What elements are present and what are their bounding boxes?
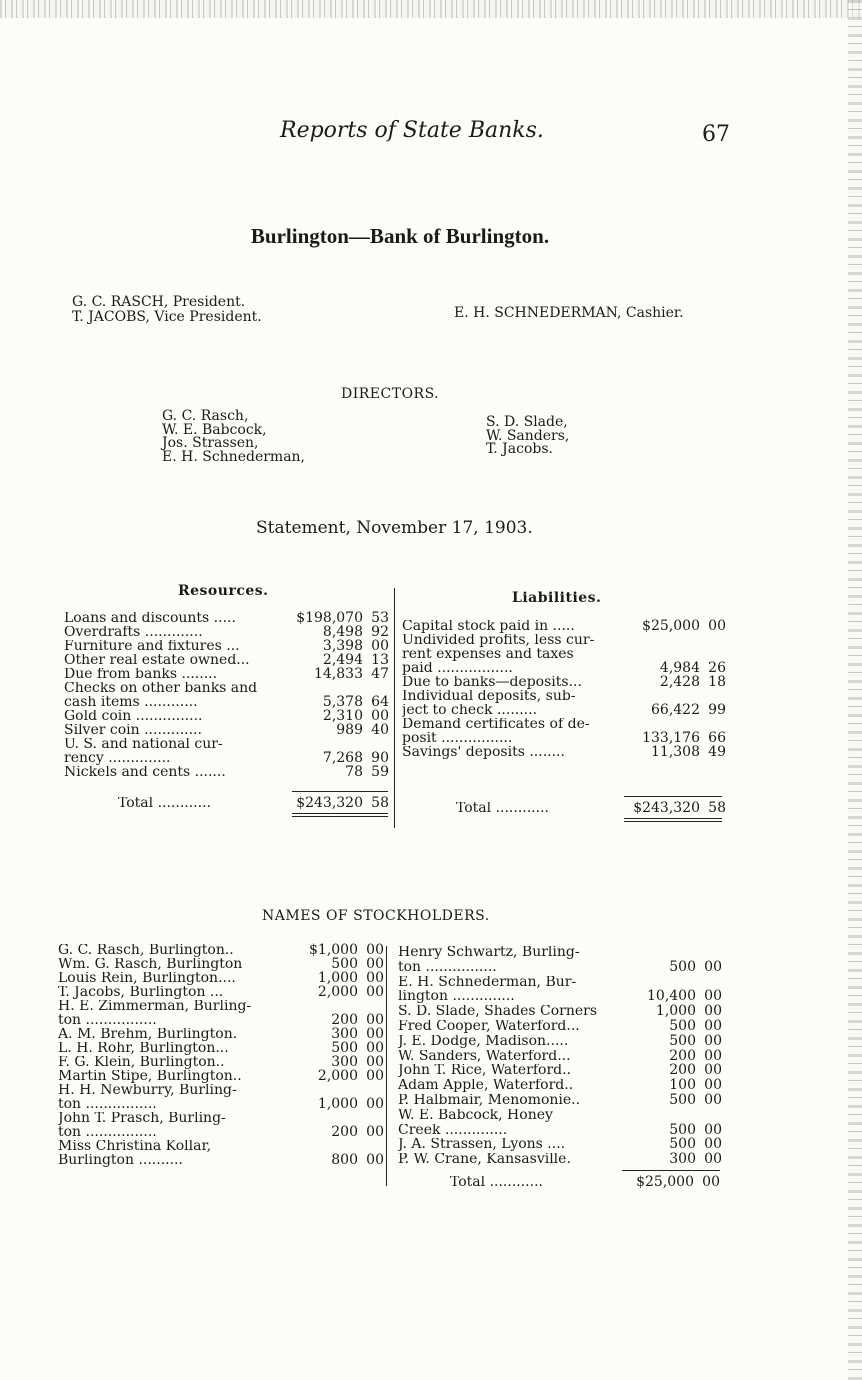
row-label: Adam Apple, Waterford.. xyxy=(398,1079,574,1093)
amount-cents: 53 xyxy=(371,610,389,626)
row-amount xyxy=(284,1126,384,1140)
resource-row xyxy=(64,766,389,780)
amount-dollars: 2,310 xyxy=(322,708,363,724)
row-label: Checks on other banks and xyxy=(64,682,258,696)
row-label: Other real estate owned... xyxy=(64,654,250,668)
row-label: H. E. Zimmerman, Burling- xyxy=(58,1000,252,1014)
directors-left-list xyxy=(162,410,305,464)
amount-dollars: 300 xyxy=(331,1026,358,1042)
directors-right-list xyxy=(486,416,569,457)
amount-dollars: 66,422 xyxy=(651,702,700,718)
amount-dollars: 2,000 xyxy=(317,984,358,1000)
amount-cents: 99 xyxy=(708,702,726,718)
liabilities-heading: Liabilities. xyxy=(512,590,602,606)
row-label: A. M. Brehm, Burlington. xyxy=(58,1028,238,1042)
row-label: Loans and discounts ..... xyxy=(64,612,236,626)
amount-dollars: 14,833 xyxy=(314,666,363,682)
amount-cents: 00 xyxy=(366,1040,384,1056)
row-amount xyxy=(612,1153,722,1167)
row-label: Burlington .......... xyxy=(58,1154,183,1168)
amount-cents: 00 xyxy=(366,984,384,1000)
row-label: W. E. Babcock, Honey xyxy=(398,1108,553,1123)
amount-dollars: $243,320 xyxy=(296,795,363,811)
row-label: ject to check ......... xyxy=(402,704,538,718)
row-label: John T. Prasch, Burling- xyxy=(58,1112,226,1126)
amount-dollars: 2,000 xyxy=(317,1068,358,1084)
liability-row xyxy=(402,634,726,648)
amount-dollars: 78 xyxy=(345,764,363,780)
row-label: G. C. Rasch, Burlington.. xyxy=(58,944,234,958)
row-label: P. Halbmair, Menomonie.. xyxy=(398,1094,581,1108)
row-label: Total ............ xyxy=(456,802,549,816)
amount-cents: 00 xyxy=(366,1054,384,1070)
amount-cents: 00 xyxy=(371,708,389,724)
stockholder-row xyxy=(398,958,722,976)
row-label: Capital stock paid in ..... xyxy=(402,620,575,634)
amount-dollars: 500 xyxy=(669,1092,696,1108)
row-amount xyxy=(610,1176,720,1190)
amount-cents: 66 xyxy=(708,730,726,746)
amount-cents: 00 xyxy=(366,970,384,986)
amount-cents: 26 xyxy=(708,660,726,676)
row-amount xyxy=(616,676,726,690)
row-label: J. A. Strassen, Lyons .... xyxy=(398,1138,566,1152)
row-amount xyxy=(612,1121,722,1138)
amount-cents: 00 xyxy=(704,1077,722,1094)
row-label: Savings' deposits ........ xyxy=(402,746,565,760)
amount-dollars: 3,398 xyxy=(322,638,363,654)
amount-dollars: 989 xyxy=(336,722,363,738)
amount-cents: 00 xyxy=(366,1096,384,1112)
amount-dollars: 200 xyxy=(331,1012,358,1028)
row-label: L. H. Rohr, Burlington... xyxy=(58,1042,229,1056)
amount-cents: 00 xyxy=(708,618,726,634)
resource-row xyxy=(64,724,389,738)
amount-cents: 58 xyxy=(708,800,726,816)
row-label: Louis Rein, Burlington.... xyxy=(58,972,236,986)
amount-cents: 00 xyxy=(704,1136,722,1153)
amount-dollars: 11,308 xyxy=(651,744,700,760)
stockholder-row xyxy=(58,1070,384,1084)
row-label: Furniture and fixtures ... xyxy=(64,640,240,654)
row-label: F. G. Klein, Burlington.. xyxy=(58,1056,225,1070)
row-amount xyxy=(612,958,722,975)
row-amount xyxy=(616,746,726,760)
row-label: Creek .............. xyxy=(398,1123,508,1138)
stockholder-row xyxy=(58,1098,384,1112)
row-amount xyxy=(284,1070,384,1084)
amount-cents: 18 xyxy=(708,674,726,690)
total-row xyxy=(456,802,726,816)
amount-dollars: 500 xyxy=(669,1121,696,1138)
amount-cents: 00 xyxy=(366,1068,384,1084)
row-amount xyxy=(616,704,726,718)
resource-row xyxy=(64,752,389,766)
row-label: T. Jacobs, Burlington ... xyxy=(58,986,224,1000)
amount-dollars: 200 xyxy=(331,1124,358,1140)
amount-dollars: 2,428 xyxy=(659,674,700,690)
amount-dollars: $243,320 xyxy=(633,800,700,816)
total-double-rule xyxy=(624,821,722,822)
amount-cents: 90 xyxy=(371,750,389,766)
row-amount xyxy=(269,724,389,738)
amount-cents: 49 xyxy=(708,744,726,760)
amount-cents: 00 xyxy=(704,1092,722,1108)
amount-dollars: 7,268 xyxy=(322,750,363,766)
amount-cents: 00 xyxy=(366,956,384,972)
amount-dollars: 500 xyxy=(669,1032,696,1049)
row-label: lington .............. xyxy=(398,990,515,1004)
amount-dollars: 4,984 xyxy=(659,660,700,676)
row-label: Due from banks ........ xyxy=(64,668,218,682)
amount-dollars: 800 xyxy=(331,1152,358,1168)
total-double-rule xyxy=(292,813,388,814)
row-label: Undivided profits, less cur- xyxy=(402,634,595,648)
row-label: Due to banks—deposits... xyxy=(402,676,582,690)
officer-cashier: E. H. SCHNEDERMAN, Cashier. xyxy=(454,305,684,321)
row-label: ton ................ xyxy=(58,1014,157,1028)
row-amount xyxy=(284,986,384,1000)
amount-cents: 00 xyxy=(366,1012,384,1028)
resources-heading: Resources. xyxy=(178,583,269,599)
row-label: U. S. and national cur- xyxy=(64,738,223,752)
row-label: H. H. Newburry, Burling- xyxy=(58,1084,237,1098)
row-amount xyxy=(269,668,389,682)
row-label: paid ................. xyxy=(402,662,513,676)
amount-dollars: 10,400 xyxy=(647,988,696,1005)
director-name: T. Jacobs. xyxy=(486,441,554,457)
amount-cents: 00 xyxy=(366,1124,384,1140)
bank-title: Burlington—Bank of Burlington. xyxy=(250,224,550,248)
row-amount xyxy=(612,1032,722,1049)
statement-title: Statement, November 17, 1903. xyxy=(256,518,533,538)
row-label: ton ................ xyxy=(58,1098,157,1112)
scan-edge-right xyxy=(848,0,862,1380)
amount-dollars: 1,000 xyxy=(655,1003,696,1020)
amount-cents: 00 xyxy=(704,1151,722,1168)
row-amount xyxy=(612,1020,722,1034)
row-label: E. H. Schnederman, Bur- xyxy=(398,975,577,990)
row-amount xyxy=(284,1154,384,1168)
row-label: John T. Rice, Waterford.. xyxy=(398,1064,572,1078)
row-label: Fred Cooper, Waterford... xyxy=(398,1020,580,1034)
stockholder-row xyxy=(58,1154,384,1168)
amount-dollars: 300 xyxy=(669,1151,696,1168)
row-amount xyxy=(284,1098,384,1112)
amount-cents: 00 xyxy=(704,1018,722,1034)
amount-cents: 00 xyxy=(366,1026,384,1042)
stockholders-heading: NAMES OF STOCKHOLDERS. xyxy=(262,908,490,924)
row-label: P. W. Crane, Kansasville. xyxy=(398,1153,571,1167)
row-label: Demand certificates of de- xyxy=(402,718,590,732)
stockholder-row xyxy=(398,1094,722,1109)
row-label: S. D. Slade, Shades Corners xyxy=(398,1005,598,1019)
director-name: E. H. Schnederman, xyxy=(162,448,306,465)
amount-dollars: 500 xyxy=(669,1018,696,1034)
director-name: S. D. Slade, xyxy=(486,414,568,430)
amount-dollars: 133,176 xyxy=(642,730,700,746)
amount-cents: 00 xyxy=(704,1003,722,1020)
amount-dollars: 1,000 xyxy=(317,970,358,986)
row-label: Individual deposits, sub- xyxy=(402,690,576,704)
amount-cents: 13 xyxy=(371,652,389,668)
row-label: Overdrafts ............. xyxy=(64,626,203,640)
row-label: Total ............ xyxy=(450,1176,543,1190)
row-label: Gold coin ............... xyxy=(64,710,203,724)
amount-dollars: 300 xyxy=(331,1054,358,1070)
amount-dollars: 200 xyxy=(669,1047,696,1064)
amount-dollars: 200 xyxy=(669,1062,696,1079)
row-label: Silver coin ............. xyxy=(64,724,202,738)
liability-row xyxy=(402,704,726,718)
amount-cents: 00 xyxy=(702,1174,720,1190)
stockholder-row xyxy=(58,986,384,1000)
amount-dollars: 100 xyxy=(669,1077,696,1094)
amount-cents: 00 xyxy=(371,638,389,654)
row-label: posit ................ xyxy=(402,732,513,746)
row-label: Miss Christina Kollar, xyxy=(58,1140,212,1154)
officer-vice-president: T. JACOBS, Vice President. xyxy=(72,309,262,325)
row-amount xyxy=(616,620,726,634)
amount-cents: 47 xyxy=(371,666,389,682)
stockholder-row xyxy=(58,1126,384,1140)
statement-column-divider xyxy=(394,588,395,828)
amount-cents: 59 xyxy=(371,764,389,780)
amount-dollars: $25,000 xyxy=(642,618,700,634)
amount-cents: 00 xyxy=(704,1032,722,1049)
row-label: rency .............. xyxy=(64,752,171,766)
officers-left xyxy=(72,295,262,325)
amount-dollars: 1,000 xyxy=(317,1096,358,1112)
row-label: Total ............ xyxy=(118,797,211,811)
amount-cents: 40 xyxy=(371,722,389,738)
amount-dollars: 500 xyxy=(669,958,696,975)
amount-dollars: 500 xyxy=(669,1136,696,1153)
amount-dollars: 2,494 xyxy=(322,652,363,668)
amount-dollars: 8,498 xyxy=(322,624,363,640)
row-amount xyxy=(612,1064,722,1078)
directors-heading: DIRECTORS. xyxy=(341,386,440,402)
total-double-rule xyxy=(624,818,722,819)
row-label: ton ................ xyxy=(398,960,497,975)
amount-dollars: 5,378 xyxy=(322,694,363,710)
total-rule xyxy=(292,791,388,792)
total-rule xyxy=(622,1170,720,1171)
director-name: G. C. Rasch, xyxy=(162,408,249,424)
row-label: Martin Stipe, Burlington.. xyxy=(58,1070,242,1084)
row-label: ton ................ xyxy=(58,1126,157,1140)
row-label: rent expenses and taxes xyxy=(402,648,574,662)
scan-edge-top xyxy=(0,0,862,18)
row-label: cash items ............ xyxy=(64,696,198,710)
amount-cents: 58 xyxy=(371,795,389,811)
officer-president: G. C. RASCH, President. xyxy=(72,294,246,310)
amount-dollars: 500 xyxy=(331,1040,358,1056)
amount-cents: 00 xyxy=(704,988,722,1005)
total-rule xyxy=(624,796,722,797)
page-number: 67 xyxy=(702,122,730,147)
row-label: Henry Schwartz, Burling- xyxy=(398,946,580,960)
row-label: J. E. Dodge, Madison..... xyxy=(398,1034,569,1049)
liability-row xyxy=(402,620,726,634)
liability-row xyxy=(402,676,726,690)
row-amount xyxy=(612,990,722,1004)
row-amount xyxy=(269,766,389,780)
total-double-rule xyxy=(292,816,388,817)
amount-cents: 00 xyxy=(704,1121,722,1138)
row-amount xyxy=(269,797,389,811)
row-amount xyxy=(612,1094,722,1108)
amount-dollars: $25,000 xyxy=(636,1174,694,1190)
amount-dollars: $198,070 xyxy=(296,610,363,626)
resource-row xyxy=(64,668,389,682)
row-label: W. Sanders, Waterford... xyxy=(398,1049,571,1064)
amount-dollars: $1,000 xyxy=(309,942,358,958)
amount-cents: 00 xyxy=(366,942,384,958)
row-amount xyxy=(616,802,726,816)
row-amount xyxy=(612,1138,722,1152)
row-amount xyxy=(612,1047,722,1064)
liability-row xyxy=(402,746,726,760)
running-head: Reports of State Banks. xyxy=(280,118,544,143)
director-name: W. E. Babcock, xyxy=(162,421,267,438)
stockholders-column-divider xyxy=(386,946,387,1186)
amount-cents: 92 xyxy=(371,624,389,640)
director-name: Jos. Strassen, xyxy=(162,435,259,451)
total-row xyxy=(118,797,389,811)
amount-cents: 00 xyxy=(366,1152,384,1168)
amount-cents: 00 xyxy=(704,1062,722,1079)
amount-cents: 00 xyxy=(704,958,722,975)
row-label: Wm. G. Rasch, Burlington xyxy=(58,958,243,972)
director-name: W. Sanders, xyxy=(486,427,570,444)
amount-cents: 64 xyxy=(371,694,389,710)
amount-dollars: 500 xyxy=(331,956,358,972)
row-amount xyxy=(612,1079,722,1093)
row-label: Nickels and cents ....... xyxy=(64,766,226,780)
row-amount xyxy=(612,1005,722,1019)
stockholder-row xyxy=(398,1153,722,1168)
total-row xyxy=(450,1176,720,1190)
amount-cents: 00 xyxy=(704,1047,722,1064)
